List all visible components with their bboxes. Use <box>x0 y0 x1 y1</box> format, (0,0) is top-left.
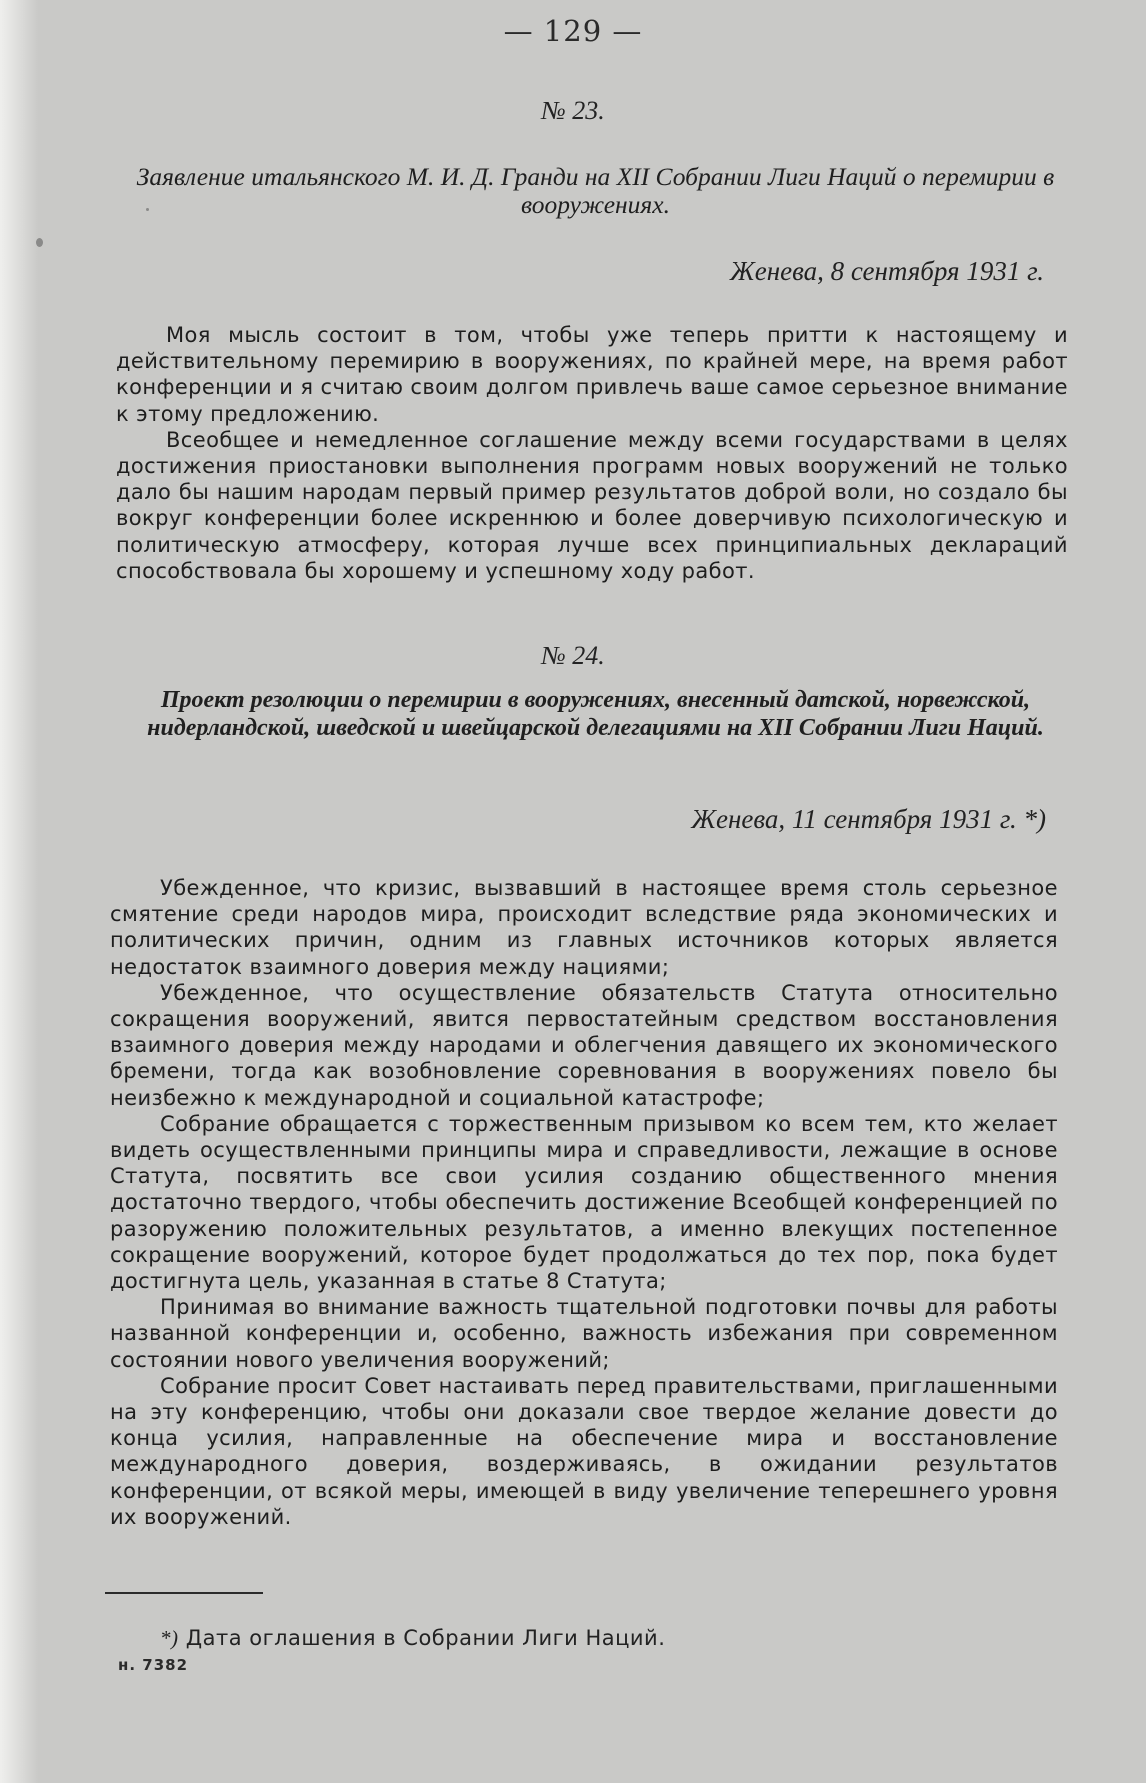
paragraph: Убежденное, что кризис, вызвавший в настоящее время столь серьезное смятение среди народов мира, происходит вследствие ряда экономических и политических причин, одним из главных источников которых является недостаток взаимного доверия между нациями; <box>110 876 1058 979</box>
dateline-23: Женева, 8 сентября 1931 г. <box>730 256 1044 286</box>
dateline-text: Женева, 11 сентября 1931 г. <box>691 804 1017 834</box>
dateline-24 <box>691 804 1046 835</box>
paragraph: Собрание обращается с торжественным призывом ко всем тем, кто желает видеть осуществленными принципы мира и справедливости, лежащие в основе Статута, посвятить все свои усилия созданию общественного мнения достаточно твердого, чтобы обеспечить достижение Всеобщей конференцией по разоружению положительных результатов, а именно влекущих постепенное сокращение вооружений, которое будет продолжаться до тех пор, пока будет достигнута цель, указанная в статье 8 Статута; <box>110 1111 1058 1294</box>
page-binding-edge <box>0 0 38 1783</box>
paragraph: Принимая во внимание важность тщательной подготовки почвы для работы названной конференции и, особенно, важность избежания при современном состоянии нового увеличения вооружений; <box>110 1295 1058 1372</box>
document-body-23 <box>116 322 1068 584</box>
footnote-divider <box>105 1592 263 1594</box>
page-number: — 129 — <box>503 14 643 48</box>
footnote <box>160 1626 665 1651</box>
document-number-24: № 24. <box>541 641 605 670</box>
print-code: н. 7382 <box>118 1656 189 1674</box>
footnote-reference: *) <box>1023 804 1046 834</box>
footnote-text: Дата оглашения в Собрании Лиги Наций. <box>185 1626 666 1650</box>
document-title-24: Проект резолюции о перемирии в вооружениях, внесенный датской, норвежской, нидерландской, шведской и швейцарской делегациями на XII Собрании Лиги Наций. <box>147 687 1044 741</box>
document-body-24 <box>110 875 1058 1530</box>
scan-speck <box>36 238 43 247</box>
scan-speck <box>146 208 149 211</box>
footnote-mark: *) <box>160 1626 179 1650</box>
paragraph: Всеобщее и немедленное соглашение между всеми государствами в целях достижения приостановки выполнения программ новых вооружений не только дало бы нашим народам первый пример результатов доброй воли, но создало бы вокруг конференции более искреннюю и более доверчивую психологическую и политическую атмосферу, которая лучше всех принципиальных деклараций способствовала бы хорошему и успешному ходу работ. <box>116 427 1068 583</box>
paragraph: Моя мысль состоит в том, чтобы уже теперь притти к настоящему и действительному перемирию в вооружениях, по крайней мере, на время работ конференции и я считаю своим долгом привлечь ваше самое серьезное внимание к этому предложению. <box>116 323 1068 426</box>
document-title-23: Заявление итальянского М. И. Д. Гранди на XII Собрании Лиги Наций о перемирии в вооружениях. <box>136 162 1055 219</box>
paragraph: Собрание просит Совет настаивать перед правительствами, приглашенными на эту конференцию, чтобы они доказали свое твердое желание довести до конца усилия, направленные на обеспечение мира и восстановление международного доверия, воздерживаясь, в ожидании результатов конференции, от всякой меры, имеющей в виду увеличение теперешнего уровня их вооружений. <box>110 1373 1058 1529</box>
document-number-23: № 23. <box>541 96 605 125</box>
paragraph: Убежденное, что осуществление обязательств Статута относительно сокращения вооружений, явится первостатейным средством восстановления взаимного доверия между народами и облегчения давящего их экономического бремени, тогда как возобновление соревнования в вооружениях повело бы неизбежно к международной и социальной катастрофе; <box>110 980 1058 1110</box>
